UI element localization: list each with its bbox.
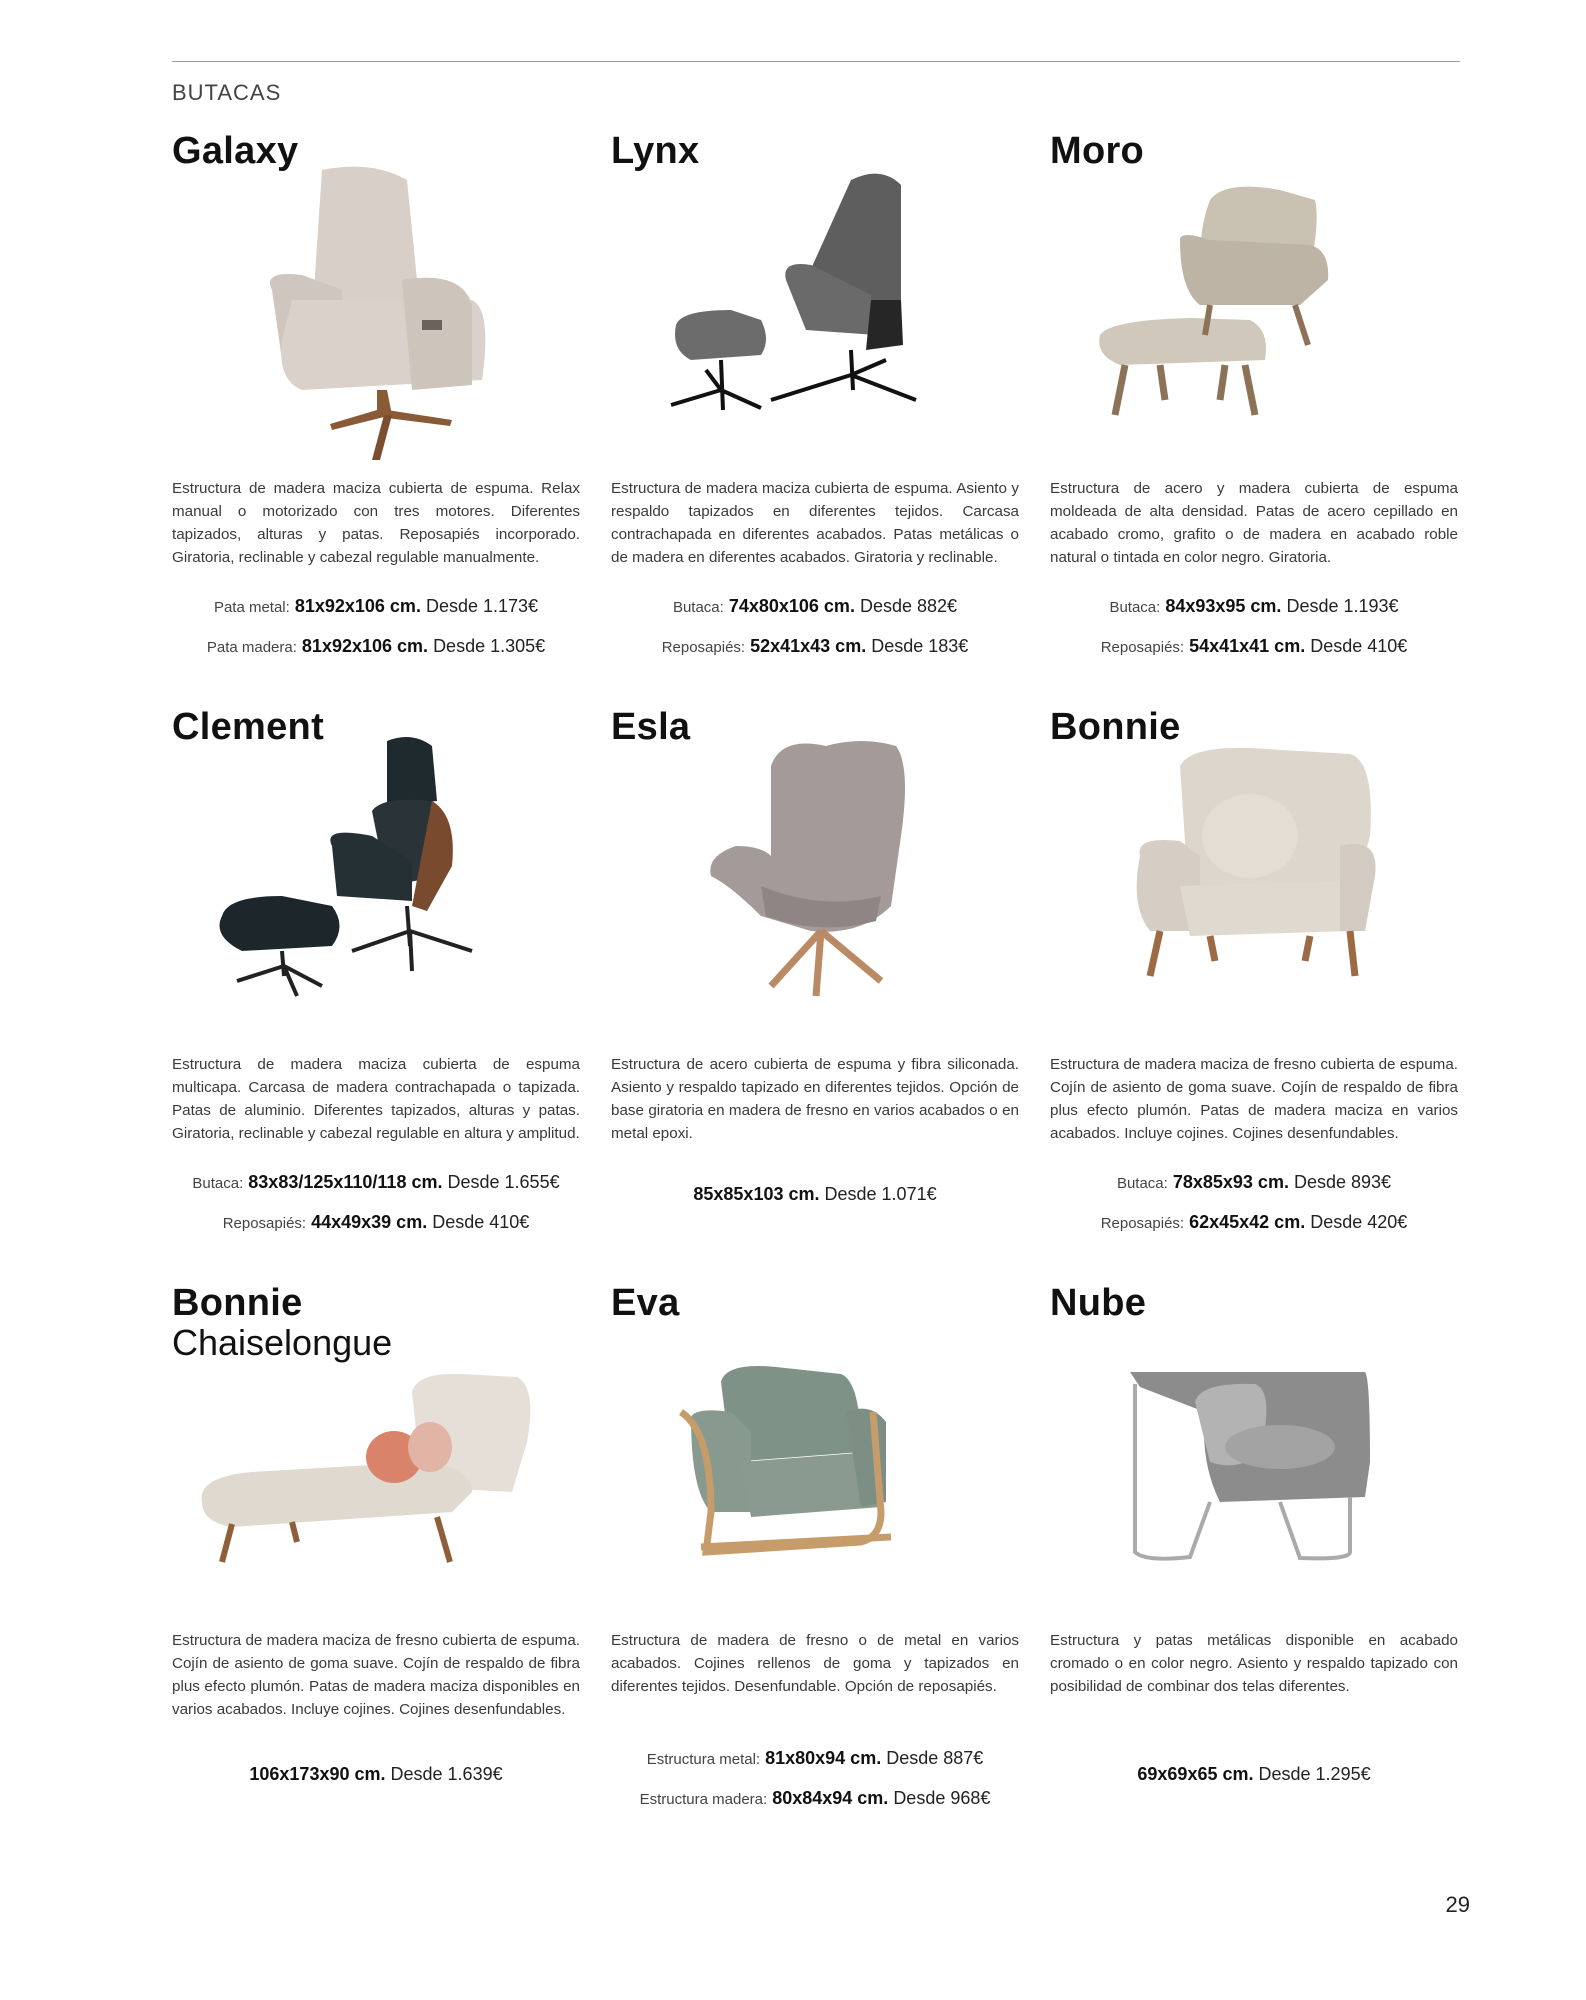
page-number: 29	[1445, 1892, 1470, 1917]
upholstered-armchair-with-cushion-image	[1050, 736, 1458, 1036]
price-value: Desde 893€	[1293, 1172, 1392, 1192]
price-value: Desde 1.295€	[1258, 1764, 1371, 1784]
price-dimensions: 81x92x106 cm.	[301, 636, 429, 656]
price-list	[172, 586, 580, 666]
price-list	[1050, 586, 1458, 666]
product-description: Estructura y patas metálicas disponible en acabado cromado o en color negro. Asiento y respaldo tapizado con posibilidad de combinar dos telas diferentes.	[1050, 1632, 1458, 1695]
price-label: Reposapiés:	[1100, 1215, 1185, 1232]
price-dimensions: 84x93x95 cm.	[1165, 596, 1282, 616]
product-card-nube	[1050, 1282, 1458, 1784]
wooden-frame-armchair-image	[611, 1312, 1019, 1612]
price-dimensions: 62x45x42 cm.	[1189, 1212, 1306, 1232]
product-description: Estructura de madera maciza de fresno cubierta de espuma. Cojín de asiento de goma suave. Cojín de respaldo de fibra plus efecto plumón. Patas de madera maciza en varios acabados. Incluye cojines. Cojines desenfundables.	[1050, 1056, 1458, 1142]
product-card-eva	[611, 1282, 1019, 1808]
price-dimensions: 80x84x94 cm.	[772, 1788, 889, 1808]
price-dimensions: 85x85x103 cm.	[693, 1184, 820, 1204]
armchair-with-ottoman-image	[1050, 160, 1458, 460]
price-line	[611, 586, 1019, 626]
product-name: Moro	[1050, 130, 1145, 172]
product-name: Eva	[611, 1282, 680, 1324]
price-list	[1050, 1162, 1458, 1242]
price-value: Desde 410€	[1310, 636, 1408, 656]
price-value: Desde 1.193€	[1286, 596, 1399, 616]
price-label: Estructura madera:	[639, 1791, 768, 1808]
price-dimensions: 44x49x39 cm.	[311, 1212, 428, 1232]
wingback-chair-image	[611, 736, 1019, 1036]
price-dimensions: 81x80x94 cm.	[765, 1748, 882, 1768]
price-label: Reposapiés:	[661, 639, 746, 656]
price-list	[611, 1738, 1019, 1818]
price-line	[172, 1202, 580, 1242]
price-label: Estructura metal:	[646, 1751, 761, 1768]
product-card-moro	[1050, 130, 1458, 656]
price-value: Desde 968€	[893, 1788, 991, 1808]
price-value: Desde 1.305€	[433, 636, 546, 656]
price-list	[172, 1754, 580, 1794]
price-value: Desde 1.071€	[824, 1184, 937, 1204]
product-name: Lynx	[611, 130, 700, 172]
price-line	[611, 1738, 1019, 1778]
price-label: Reposapiés:	[222, 1215, 307, 1232]
product-description: Estructura de madera maciza de fresno cubierta de espuma. Cojín de asiento de goma suave. Cojín de respaldo de fibra plus efecto plumón. Patas de madera maciza disponibles en varios acabados. Incluye cojines. Cojines desenfundables.	[172, 1632, 580, 1718]
product-name: Clement	[172, 706, 325, 748]
price-dimensions: 83x83/125x110/118 cm.	[248, 1172, 443, 1192]
price-list	[611, 586, 1019, 666]
price-value: Desde 887€	[886, 1748, 984, 1768]
price-line	[1050, 1162, 1458, 1202]
product-description: Estructura de acero cubierta de espuma y fibra siliconada. Asiento y respaldo tapizado en diferentes tejidos. Opción de base giratoria en madera de fresno en varios acabados o en metal epoxi.	[611, 1056, 1019, 1142]
price-dimensions: 54x41x41 cm.	[1189, 636, 1306, 656]
price-dimensions: 81x92x106 cm.	[294, 596, 421, 616]
product-card-esla	[611, 706, 1019, 1204]
leather-recliner-with-footstool-image	[172, 736, 580, 1036]
price-line	[172, 1754, 580, 1794]
section-title: BUTACAS	[172, 80, 282, 105]
price-label: Butaca:	[192, 1175, 244, 1192]
product-description: Estructura de acero y madera cubierta de espuma moldeada de alta densidad. Patas de acero cepillado en acabado cromo, grafito o de madera en acabado roble natural o tintada en color negro. Giratoria.	[1050, 480, 1458, 566]
product-card-galaxy	[172, 130, 580, 656]
product-name: Bonnie	[1050, 706, 1181, 748]
price-line	[611, 1174, 1019, 1214]
product-card-clement	[172, 706, 580, 1232]
price-dimensions: 52x41x43 cm.	[750, 636, 867, 656]
product-description: Estructura de madera maciza cubierta de espuma. Relax manual o motorizado con tres motores. Diferentes tapizados, alturas y patas. Reposapiés incorporado. Giratoria, reclinable y cabezal regulable manualmente.	[172, 480, 580, 566]
price-value: Desde 1.639€	[390, 1764, 503, 1784]
price-line	[1050, 1754, 1458, 1794]
product-card-lynx	[611, 130, 1019, 656]
price-line	[1050, 1202, 1458, 1242]
price-value: Desde 1.173€	[425, 596, 539, 616]
product-description: Estructura de madera de fresno o de metal en varios acabados. Cojines rellenos de goma y tapizados en diferentes tejidos. Desenfundable. Opción de reposapiés.	[611, 1632, 1019, 1695]
price-line	[611, 1778, 1019, 1818]
top-divider	[172, 61, 1460, 62]
price-dimensions: 106x173x90 cm.	[249, 1764, 386, 1784]
price-label: Butaca:	[672, 599, 724, 616]
swivel-armchair-with-footstool-image	[611, 160, 1019, 460]
product-description: Estructura de madera maciza cubierta de espuma multicapa. Carcasa de madera contrachapada o tapizada. Patas de aluminio. Diferentes tapizados, alturas y patas. Giratoria, reclinable y cabezal regulable en altura y amplitud.	[172, 1056, 580, 1142]
price-line	[1050, 626, 1458, 666]
price-dimensions: 69x69x65 cm.	[1137, 1764, 1254, 1784]
product-card-bonnie-chaiselongue	[172, 1282, 580, 1784]
price-line	[611, 626, 1019, 666]
price-label: Butaca:	[1109, 599, 1161, 616]
product-name: Esla	[611, 706, 691, 748]
product-subtitle: Chaiselongue	[172, 1322, 393, 1363]
price-list	[172, 1162, 580, 1242]
price-label: Reposapiés:	[1100, 639, 1185, 656]
product-card-bonnie	[1050, 706, 1458, 1232]
price-label: Pata madera:	[206, 639, 297, 656]
price-value: Desde 1.655€	[447, 1172, 560, 1192]
price-value: Desde 420€	[1310, 1212, 1408, 1232]
price-value: Desde 183€	[871, 636, 969, 656]
product-name: Galaxy	[172, 130, 299, 172]
metal-leg-tub-chair-image	[1050, 1312, 1458, 1612]
price-label: Pata metal:	[213, 599, 290, 616]
price-line	[1050, 586, 1458, 626]
chaise-longue-image	[172, 1312, 580, 1612]
price-line	[172, 586, 580, 626]
price-list	[611, 1174, 1019, 1214]
recliner-armchair-image	[172, 160, 580, 460]
price-label: Butaca:	[1116, 1175, 1168, 1192]
product-name: Bonnie	[172, 1282, 303, 1324]
price-dimensions: 74x80x106 cm.	[728, 596, 855, 616]
price-list	[1050, 1754, 1458, 1794]
price-line	[172, 1162, 580, 1202]
price-line	[172, 626, 580, 666]
price-value: Desde 410€	[432, 1212, 530, 1232]
product-description: Estructura de madera maciza cubierta de espuma. Asiento y respaldo tapizados en diferentes tejidos. Carcasa contrachapada en diferentes acabados. Patas metálicas o de madera en diferentes acabados. Giratoria y reclinable.	[611, 480, 1019, 566]
price-dimensions: 78x85x93 cm.	[1172, 1172, 1289, 1192]
product-name: Nube	[1050, 1282, 1147, 1324]
price-value: Desde 882€	[859, 596, 958, 616]
